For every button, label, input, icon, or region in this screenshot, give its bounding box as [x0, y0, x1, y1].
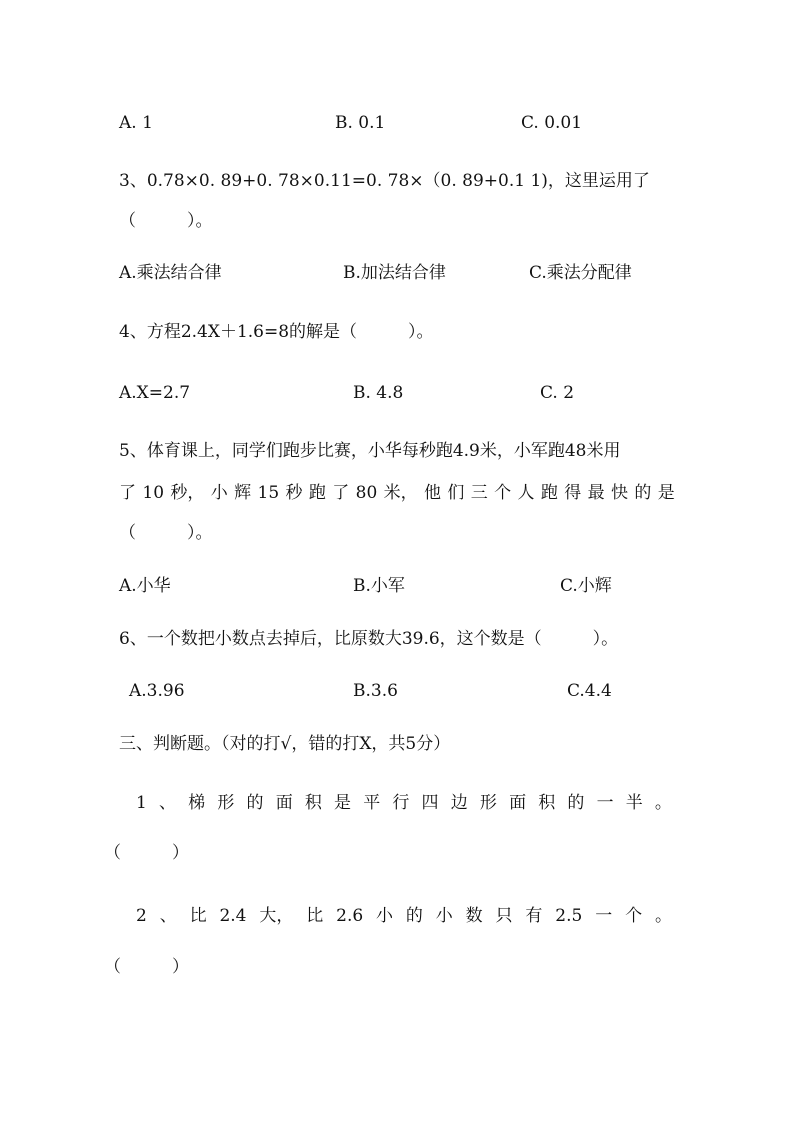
q5-token: 辉	[234, 483, 252, 503]
judge-2-token: 比	[306, 906, 324, 926]
q5-stem-line2	[119, 482, 675, 504]
judge-2-token: 2.5	[555, 906, 583, 926]
q5-token: 快	[611, 483, 629, 503]
q5-token: 80	[355, 483, 378, 503]
judge-2-token: 小	[435, 906, 453, 926]
judge-2-token: 只	[495, 906, 513, 926]
judge-1-token: 行	[392, 793, 410, 813]
q2-option-a: A. 1	[119, 113, 153, 133]
judge-2-token: 数	[465, 906, 483, 926]
q5-token: 最	[587, 483, 605, 503]
q2-option-c: C. 0.01	[521, 113, 583, 133]
q5-token: 跑	[540, 483, 558, 503]
q6-option-a: A.3.96	[129, 681, 185, 701]
q3-option-c: C.乘法分配律	[529, 263, 632, 283]
judge-2-token: 有	[525, 906, 543, 926]
q5-token: 米，	[383, 483, 418, 503]
judge-2-token: 2	[136, 906, 147, 926]
judge-item-2	[136, 905, 672, 927]
q5-token: 了	[332, 483, 350, 503]
judge-2-token: 的	[405, 906, 423, 926]
q3-stem: 3、0.78×0. 89+0. 78×0.11=0. 78×（0. 89+0.1 1)，这里运用了	[119, 171, 650, 191]
judge-1-answer-blank: （ ）	[104, 843, 189, 863]
judge-1-token: 四	[421, 793, 439, 813]
judge-2-token: 大，	[259, 906, 294, 926]
q5-token: 的	[634, 483, 652, 503]
judge-1-token: 平	[363, 793, 381, 813]
q5-option-a: A.小华	[119, 576, 171, 596]
q4-option-b: B. 4.8	[353, 383, 404, 403]
judge-1-token: 1	[136, 793, 147, 813]
judge-2-token: 一	[595, 906, 613, 926]
judge-1-token: 的	[246, 793, 264, 813]
judge-2-token: 。	[654, 906, 672, 926]
judge-2-token: 2.4	[219, 906, 247, 926]
judge-1-token: 面	[275, 793, 293, 813]
q3-option-b: B.加法结合律	[343, 263, 446, 283]
q5-stem-line1: 5、体育课上，同学们跑步比赛，小华每秒跑4.9米，小军跑48米用	[119, 441, 621, 461]
judge-1-token: 半	[625, 793, 643, 813]
judge-2-token: 2.6	[336, 906, 364, 926]
judge-1-token: 。	[654, 793, 672, 813]
q5-answer-blank: （ ）。	[119, 523, 213, 543]
q2-option-b: B. 0.1	[335, 113, 386, 133]
judge-1-token: 的	[567, 793, 585, 813]
q5-token: 15	[257, 483, 280, 503]
q5-token: 个	[494, 483, 512, 503]
judge-1-token: 积	[538, 793, 556, 813]
judge-1-token: 是	[334, 793, 352, 813]
q5-token: 跑	[308, 483, 326, 503]
q5-token: 是	[657, 483, 675, 503]
judge-1-token: 形	[479, 793, 497, 813]
section3-title: 三、判断题。（对的打√，错的打X，共5分）	[119, 734, 451, 754]
judge-2-answer-blank: （ ）	[104, 957, 189, 977]
judge-item-1	[136, 792, 672, 814]
judge-2-token: 、	[159, 906, 177, 926]
judge-1-token: 面	[509, 793, 527, 813]
q3-answer-blank: （ ）。	[119, 211, 213, 231]
q5-token: 秒	[285, 483, 303, 503]
q5-token: 人	[517, 483, 535, 503]
q5-token: 他	[424, 483, 442, 503]
judge-1-token: 形	[217, 793, 235, 813]
q6-stem: 6、一个数把小数点去掉后，比原数大39.6，这个数是（ ）。	[119, 629, 619, 649]
q5-option-b: B.小军	[353, 576, 405, 596]
judge-1-token: 边	[450, 793, 468, 813]
q5-token: 了	[119, 483, 136, 503]
q4-stem: 4、方程2.4X＋1.6=8的解是（ ）。	[119, 322, 434, 342]
q5-token: 得	[564, 483, 582, 503]
judge-1-token: 、	[159, 793, 176, 813]
judge-2-token: 比	[189, 906, 207, 926]
q5-token: 们	[447, 483, 465, 503]
q5-token: 10	[142, 483, 165, 503]
q5-token: 小	[210, 483, 228, 503]
q6-option-c: C.4.4	[567, 681, 612, 701]
q4-option-c: C. 2	[540, 383, 575, 403]
q6-option-b: B.3.6	[353, 681, 398, 701]
judge-1-token: 一	[596, 793, 614, 813]
judge-2-token: 小	[376, 906, 394, 926]
q5-token: 秒，	[170, 483, 205, 503]
judge-1-token: 梯	[188, 793, 206, 813]
judge-2-token: 个	[625, 906, 643, 926]
judge-1-token: 积	[304, 793, 322, 813]
q5-option-c: C.小辉	[560, 576, 612, 596]
q4-option-a: A.X=2.7	[119, 383, 191, 403]
q3-option-a: A.乘法结合律	[119, 263, 222, 283]
q5-token: 三	[470, 483, 488, 503]
